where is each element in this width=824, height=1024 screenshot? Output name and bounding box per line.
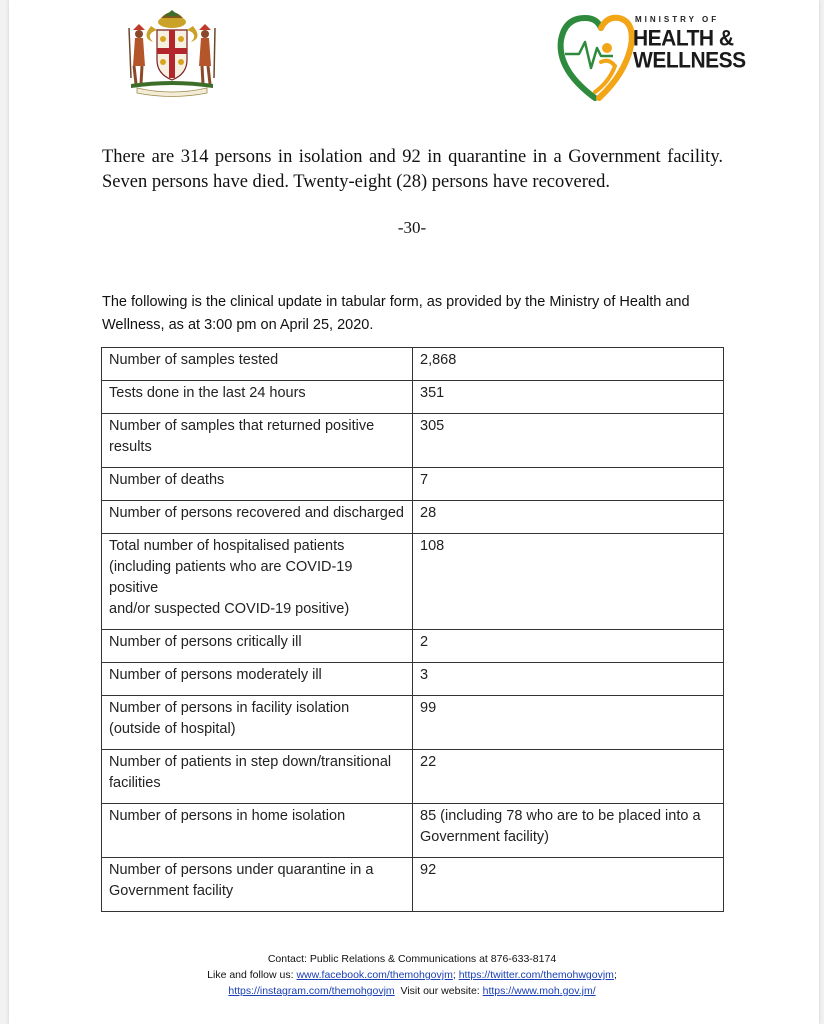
separator: ;	[613, 969, 617, 981]
row-label-line: Number of persons in facility isolation	[109, 700, 350, 716]
facebook-link[interactable]: www.facebook.com/themohgovjm	[296, 969, 453, 981]
table-row	[102, 414, 724, 468]
row-value-cell	[413, 630, 724, 663]
row-label-line: Number of persons recovered and discharged	[109, 505, 404, 521]
row-label-line: Number of deaths	[109, 472, 225, 488]
row-value-cell	[413, 414, 724, 468]
row-label-cell	[102, 858, 413, 912]
instagram-link[interactable]: https://instagram.com/themohgovjm	[228, 985, 395, 997]
logo-line-ministry: MINISTRY OF	[635, 15, 720, 24]
row-label-line: Number of persons under quarantine in a	[109, 862, 374, 878]
row-label-cell	[102, 663, 413, 696]
row-value-line: 3	[420, 667, 429, 683]
logo-line-wellness: WELLNESS	[633, 48, 746, 73]
moh-logo-text	[633, 16, 746, 71]
table-row	[102, 630, 724, 663]
row-label-cell	[102, 534, 413, 630]
row-value-line: 22	[420, 754, 437, 770]
table-row	[102, 534, 724, 630]
table-row	[102, 381, 724, 414]
row-label-line: Government facility	[109, 883, 234, 899]
row-label-cell	[102, 750, 413, 804]
row-label-line: Number of patients in step down/transitional	[109, 754, 392, 770]
row-label-line: Number of persons in home isolation	[109, 808, 346, 824]
table-row	[102, 750, 724, 804]
row-label-line: Tests done in the last 24 hours	[109, 385, 306, 401]
row-label-cell	[102, 501, 413, 534]
jamaica-coat-of-arms	[121, 8, 223, 98]
row-value-line: 351	[420, 385, 445, 401]
row-label-line: Total number of hospitalised patients	[109, 538, 345, 554]
row-label-cell	[102, 414, 413, 468]
follow-prefix: Like and follow us:	[207, 969, 297, 981]
follow-line	[0, 967, 824, 983]
row-value-line: 99	[420, 700, 437, 716]
row-value-line: 7	[420, 472, 429, 488]
row-value-cell	[413, 534, 724, 630]
row-label-line: results	[109, 439, 152, 455]
paragraph-line: Seven persons have died. Twenty-eight (28) persons have recovered.	[102, 172, 610, 192]
table-introduction	[102, 291, 723, 337]
row-value-cell	[413, 468, 724, 501]
row-label-cell	[102, 630, 413, 663]
footer-contact	[0, 951, 824, 999]
row-label-line: (including patients who are COVID-19 positive	[109, 559, 353, 596]
row-label-line: Number of persons critically ill	[109, 634, 302, 650]
twitter-link[interactable]: https://twitter.com/themohwgovjm	[458, 969, 614, 981]
row-value-cell	[413, 750, 724, 804]
table-row	[102, 501, 724, 534]
row-value-line: 108	[420, 538, 445, 554]
row-label-cell	[102, 804, 413, 858]
row-label-cell	[102, 348, 413, 381]
row-label-cell	[102, 696, 413, 750]
visit-label: Visit our website:	[394, 985, 483, 997]
contact-line: Contact: Public Relations & Communications at 876-633-8174	[267, 953, 557, 965]
paragraph-line: There are 314 persons in isolation and 92 in quarantine in a Government facility.	[102, 147, 723, 167]
row-label-line: facilities	[109, 775, 161, 791]
row-value-line: 2,868	[420, 352, 457, 368]
table-row	[102, 663, 724, 696]
row-value-line: 92	[420, 862, 437, 878]
clinical-update-table	[101, 347, 724, 912]
row-value-line: 28	[420, 505, 437, 521]
separator: ;	[452, 969, 459, 981]
row-value-cell	[413, 663, 724, 696]
intro-line: The following is the clinical update in tabular form, as provided by the Ministry of Health and	[102, 294, 690, 310]
website-link[interactable]: https://www.moh.gov.jm/	[482, 985, 596, 997]
row-label-line: and/or suspected COVID-19 positive)	[109, 601, 350, 617]
summary-paragraph	[102, 145, 723, 195]
row-value-cell	[413, 858, 724, 912]
row-value-cell	[413, 501, 724, 534]
row-value-cell	[413, 348, 724, 381]
row-label-line: Number of persons moderately ill	[109, 667, 322, 683]
row-value-line: 85 (including 78 who are to be placed into a	[420, 808, 701, 824]
row-value-cell	[413, 381, 724, 414]
row-label-cell	[102, 381, 413, 414]
row-value-line: 305	[420, 418, 445, 434]
intro-line: Wellness, as at 3:00 pm on April 25, 2020.	[102, 317, 374, 333]
logo-line-health: HEALTH &	[633, 26, 734, 51]
row-label-line: Number of samples tested	[109, 352, 279, 368]
row-label-cell	[102, 468, 413, 501]
row-value-cell	[413, 696, 724, 750]
row-value-line: 2	[420, 634, 429, 650]
instagram-website-line	[0, 983, 824, 999]
table-row	[102, 696, 724, 750]
table-row	[102, 804, 724, 858]
table-row	[102, 468, 724, 501]
table-row	[102, 348, 724, 381]
end-of-release-mark: -30-	[397, 218, 427, 237]
row-label-line: (outside of hospital)	[109, 721, 236, 737]
row-value-cell	[413, 804, 724, 858]
table-row	[102, 858, 724, 912]
row-label-line: Number of samples that returned positive	[109, 418, 375, 434]
row-value-line: Government facility)	[420, 829, 549, 845]
